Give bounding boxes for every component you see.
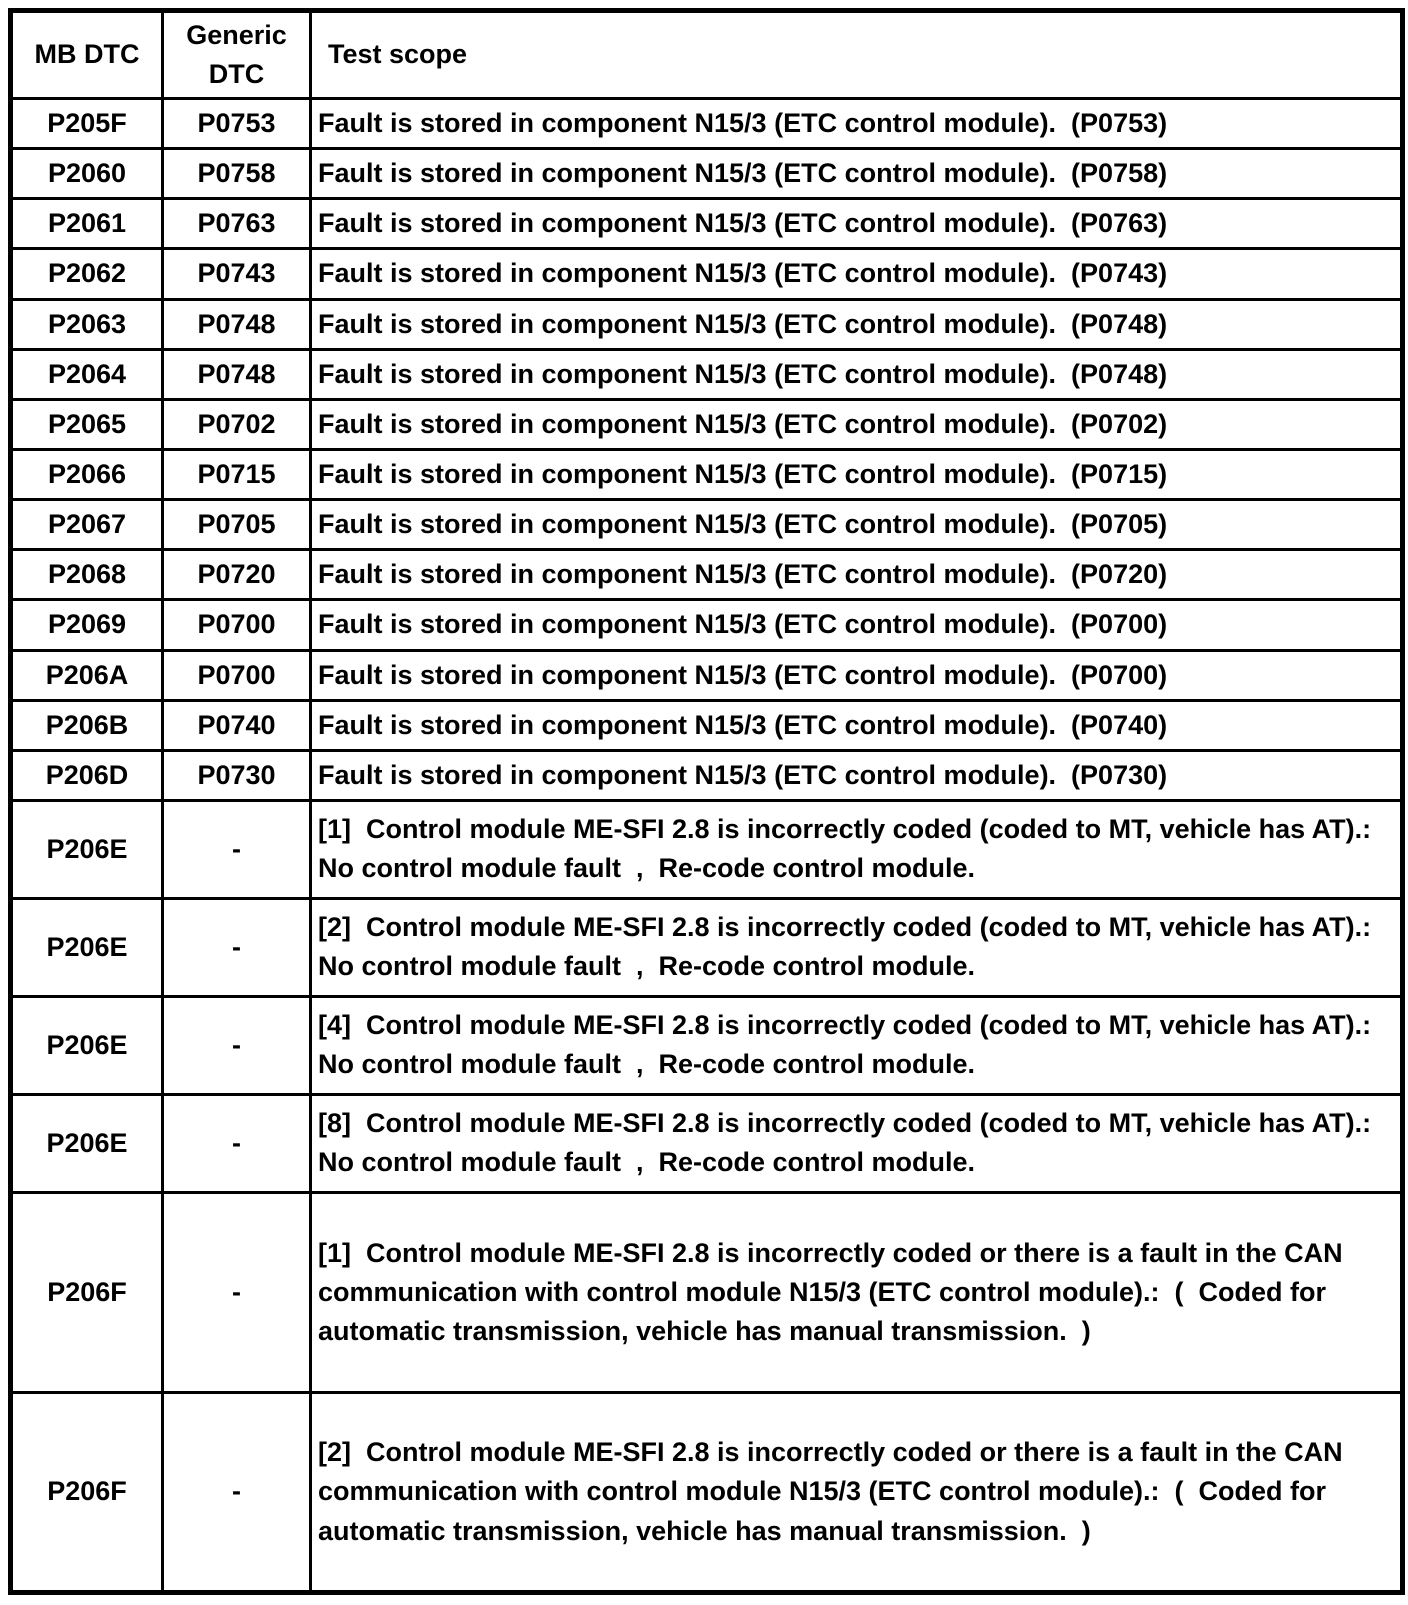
table-row (11, 700, 1403, 750)
generic-dtc-cell: P0700 (163, 650, 311, 700)
dtc-table-header (11, 11, 1403, 99)
test-scope-cell: Fault is stored in component N15/3 (ETC control module). (P0705) (311, 500, 1403, 550)
dtc-table-body (11, 99, 1403, 1593)
mb-dtc-cell: P206B (11, 700, 163, 750)
mb-dtc-cell: P2069 (11, 600, 163, 650)
dtc-table (8, 8, 1405, 1595)
mb-dtc-cell: P2064 (11, 349, 163, 399)
header-test-scope: Test scope (311, 11, 1403, 99)
mb-dtc-cell: P206F (11, 1192, 163, 1392)
mb-dtc-cell: P2062 (11, 249, 163, 299)
mb-dtc-cell: P2060 (11, 149, 163, 199)
table-row (11, 399, 1403, 449)
generic-dtc-cell: P0753 (163, 99, 311, 149)
generic-dtc-cell: - (163, 1192, 311, 1392)
test-scope-cell: Fault is stored in component N15/3 (ETC control module). (P0720) (311, 550, 1403, 600)
generic-dtc-cell: P0705 (163, 500, 311, 550)
mb-dtc-cell: P206E (11, 996, 163, 1094)
table-row (11, 99, 1403, 149)
table-row (11, 149, 1403, 199)
table-row (11, 500, 1403, 550)
table-row (11, 550, 1403, 600)
test-scope-cell: Fault is stored in component N15/3 (ETC control module). (P0700) (311, 600, 1403, 650)
test-scope-cell: Fault is stored in component N15/3 (ETC control module). (P0748) (311, 349, 1403, 399)
mb-dtc-cell: P205F (11, 99, 163, 149)
mb-dtc-cell: P206E (11, 898, 163, 996)
test-scope-cell: Fault is stored in component N15/3 (ETC control module). (P0740) (311, 700, 1403, 750)
test-scope-cell: Fault is stored in component N15/3 (ETC control module). (P0700) (311, 650, 1403, 700)
generic-dtc-cell: P0715 (163, 449, 311, 499)
generic-dtc-cell: P0740 (163, 700, 311, 750)
mb-dtc-cell: P2063 (11, 299, 163, 349)
mb-dtc-cell: P206A (11, 650, 163, 700)
test-scope-cell: Fault is stored in component N15/3 (ETC control module). (P0715) (311, 449, 1403, 499)
generic-dtc-cell: P0758 (163, 149, 311, 199)
mb-dtc-cell: P206F (11, 1392, 163, 1592)
generic-dtc-cell: P0720 (163, 550, 311, 600)
table-row (11, 249, 1403, 299)
generic-dtc-cell: - (163, 996, 311, 1094)
mb-dtc-cell: P206E (11, 1094, 163, 1192)
generic-dtc-cell: - (163, 1392, 311, 1592)
table-row (11, 800, 1403, 898)
table-row (11, 996, 1403, 1094)
test-scope-cell: Fault is stored in component N15/3 (ETC control module). (P0743) (311, 249, 1403, 299)
table-row (11, 199, 1403, 249)
mb-dtc-cell: P206E (11, 800, 163, 898)
header-row (11, 11, 1403, 99)
generic-dtc-cell: P0730 (163, 750, 311, 800)
table-row (11, 299, 1403, 349)
table-row (11, 898, 1403, 996)
generic-dtc-cell: - (163, 898, 311, 996)
test-scope-cell: Fault is stored in component N15/3 (ETC control module). (P0753) (311, 99, 1403, 149)
test-scope-cell: [2] Control module ME-SFI 2.8 is incorrectly coded (coded to MT, vehicle has AT).: No control module fault , Re-code control module. (311, 898, 1403, 996)
test-scope-cell: Fault is stored in component N15/3 (ETC control module). (P0748) (311, 299, 1403, 349)
generic-dtc-cell: P0748 (163, 349, 311, 399)
test-scope-cell: Fault is stored in component N15/3 (ETC control module). (P0758) (311, 149, 1403, 199)
test-scope-cell: [1] Control module ME-SFI 2.8 is incorrectly coded (coded to MT, vehicle has AT).: No control module fault , Re-code control module. (311, 800, 1403, 898)
mb-dtc-cell: P2066 (11, 449, 163, 499)
test-scope-cell: [2] Control module ME-SFI 2.8 is incorrectly coded or there is a fault in the CAN communication with control module N15/3 (ETC control module).: ( Coded for automatic transmission, vehicle has manual transmission. ) (311, 1392, 1403, 1592)
test-scope-cell: Fault is stored in component N15/3 (ETC control module). (P0702) (311, 399, 1403, 449)
generic-dtc-cell: P0702 (163, 399, 311, 449)
test-scope-cell: [8] Control module ME-SFI 2.8 is incorrectly coded (coded to MT, vehicle has AT).: No control module fault , Re-code control module. (311, 1094, 1403, 1192)
mb-dtc-cell: P2068 (11, 550, 163, 600)
generic-dtc-cell: P0763 (163, 199, 311, 249)
table-row (11, 600, 1403, 650)
mb-dtc-cell: P2067 (11, 500, 163, 550)
test-scope-cell: [4] Control module ME-SFI 2.8 is incorrectly coded (coded to MT, vehicle has AT).: No control module fault , Re-code control module. (311, 996, 1403, 1094)
test-scope-cell: Fault is stored in component N15/3 (ETC control module). (P0730) (311, 750, 1403, 800)
header-mb-dtc: MB DTC (11, 11, 163, 99)
table-row (11, 650, 1403, 700)
table-row (11, 1392, 1403, 1592)
generic-dtc-cell: - (163, 1094, 311, 1192)
table-row (11, 349, 1403, 399)
table-row (11, 1192, 1403, 1392)
test-scope-cell: Fault is stored in component N15/3 (ETC control module). (P0763) (311, 199, 1403, 249)
generic-dtc-cell: P0743 (163, 249, 311, 299)
table-row (11, 1094, 1403, 1192)
table-row (11, 750, 1403, 800)
mb-dtc-cell: P2065 (11, 399, 163, 449)
header-generic-dtc: Generic DTC (163, 11, 311, 99)
mb-dtc-cell: P206D (11, 750, 163, 800)
generic-dtc-cell: P0700 (163, 600, 311, 650)
generic-dtc-cell: - (163, 800, 311, 898)
table-row (11, 449, 1403, 499)
test-scope-cell: [1] Control module ME-SFI 2.8 is incorrectly coded or there is a fault in the CAN communication with control module N15/3 (ETC control module).: ( Coded for automatic transmission, vehicle has manual transmission. ) (311, 1192, 1403, 1392)
mb-dtc-cell: P2061 (11, 199, 163, 249)
generic-dtc-cell: P0748 (163, 299, 311, 349)
